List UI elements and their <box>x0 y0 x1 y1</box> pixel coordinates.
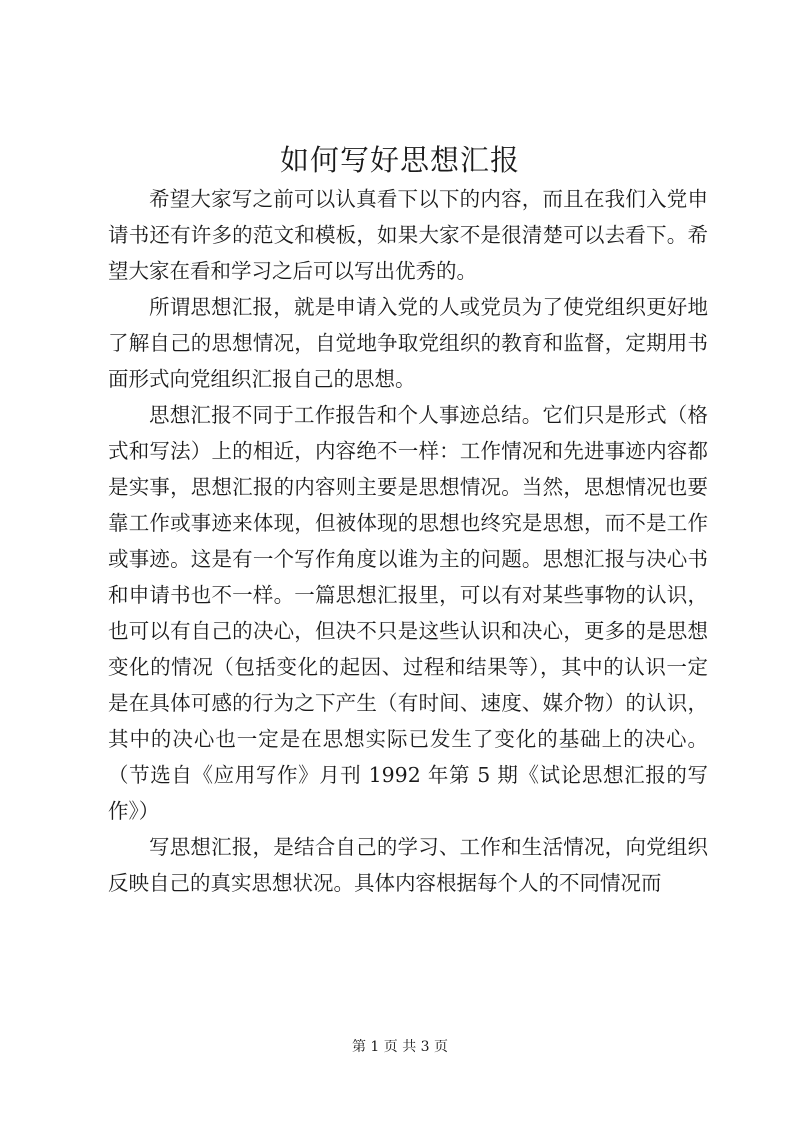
page-number: 第 1 页 <box>351 1039 398 1055</box>
paragraph-3: 思想汇报不同于工作报告和个人事迹总结。它们只是形式（格式和写法）上的相近，内容绝不一样：工作情况和先进事迹内容都是实事，思想汇报的内容则主要是思想情况。当然，思想情况也要靠工作或事迹来体现，但被体现的思想也终究是思想，而不是工作或事迹。这是有一个写作角度以谁为主的问题。思想汇报与决心书和申请书也不一样。一篇思想汇报里，可以有对某些事物的认识，也可以有自己的决心，但决不只是这些认识和决心，更多的是思想变化的情况（包括变化的起因、过程和结果等），其中的认识一定是在具体可感的行为之下产生（有时间、速度、媒介物）的认识，其中的决心也一定是在思想实际已发生了变化的基础上的决心。（节选自《应用写作》月刊 1992 年第 5 期《试论思想汇报的写作》） <box>108 403 708 823</box>
document-body <box>108 181 708 901</box>
paragraph-4: 写思想汇报，是结合自己的学习、工作和生活情况，向党组织反映自己的真实思想状况。具体内容根据每个人的不同情况而 <box>108 835 708 895</box>
page-footer <box>0 1037 800 1057</box>
page-total: 共 3 页 <box>402 1039 449 1055</box>
paragraph-1: 希望大家写之前可以认真看下以下的内容，而且在我们入党申请书还有许多的范文和模板，如果大家不是很清楚可以去看下。希望大家在看和学习之后可以写出优秀的。 <box>108 187 708 283</box>
document-title: 如何写好思想汇报 <box>279 143 520 177</box>
paragraph-2: 所谓思想汇报，就是申请入党的人或党员为了使党组织更好地了解自己的思想情况，自觉地争取党组织的教育和监督，定期用书面形式向党组织汇报自己的思想。 <box>108 295 708 391</box>
